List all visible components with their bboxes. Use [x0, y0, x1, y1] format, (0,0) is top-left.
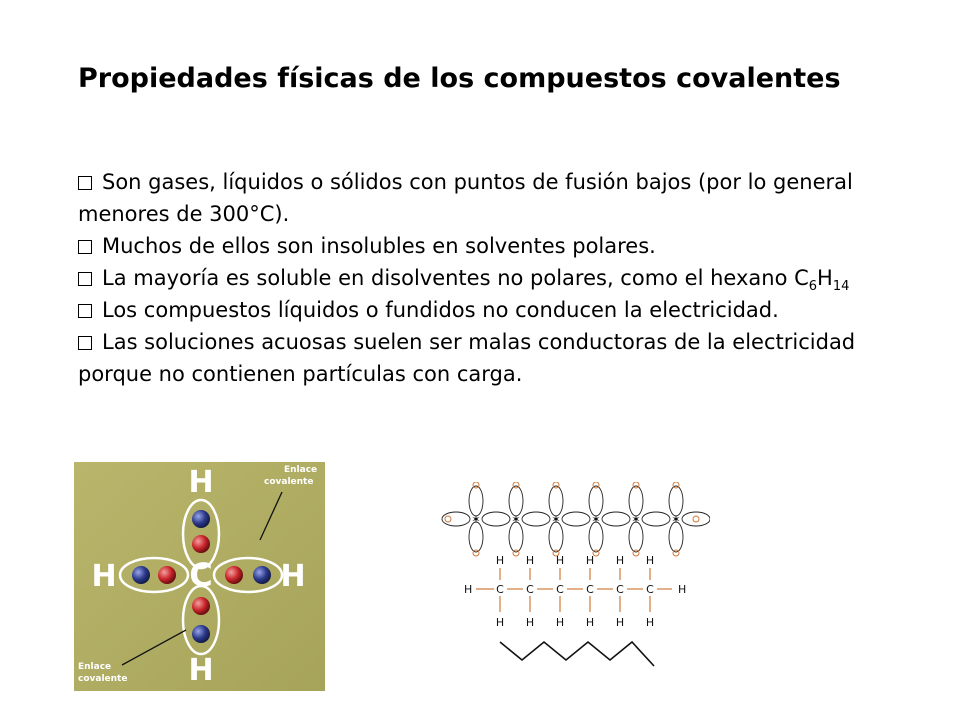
label-bottom-line1: Enlace	[78, 662, 112, 672]
carbon-nucleus: ✶	[471, 513, 481, 526]
electron-dot	[673, 482, 679, 488]
bullet-item-5	[78, 326, 908, 390]
h-atom-label: H	[525, 554, 535, 567]
electron-dot	[633, 482, 639, 488]
orbital-lobe	[602, 512, 630, 526]
atom-c-center: C	[189, 556, 213, 594]
electron-blue-bottom	[192, 625, 210, 643]
bullet-text-1: Son gases, líquidos o sólidos con puntos de fusión bajos (por lo general menores de 300°C).	[78, 170, 853, 226]
orbital-lobe	[549, 486, 563, 516]
h-atom-label: H	[525, 616, 535, 629]
orbital-lobe	[589, 486, 603, 516]
orbital-lobe	[562, 512, 590, 526]
h-atom-label: H	[495, 554, 505, 567]
label-bottom-line2: covalente	[78, 674, 128, 684]
electron-red-right	[225, 566, 243, 584]
electron-dot	[673, 550, 679, 556]
carbon-nucleus: ✶	[631, 513, 641, 526]
orbital-lobe	[642, 512, 670, 526]
atom-h-top: H	[188, 465, 214, 500]
electron-blue-right	[253, 566, 271, 584]
electron-dot	[473, 482, 479, 488]
electron-dot	[445, 516, 451, 522]
h-atom-label: H	[585, 554, 595, 567]
hexane-structural-formula	[464, 554, 686, 629]
electron-dot	[513, 482, 519, 488]
bullet-text-3: La mayoría es soluble en disolventes no polares, como el hexano C	[102, 266, 809, 290]
square-bullet-icon	[78, 272, 92, 286]
electron-red-bottom	[192, 597, 210, 615]
h-atom-label: H	[585, 616, 595, 629]
carbon-nucleus: ✶	[551, 513, 561, 526]
electron-dot	[513, 550, 519, 556]
h-atom-label: H	[464, 583, 473, 596]
square-bullet-icon	[78, 336, 92, 350]
c-atom-label: C	[556, 583, 564, 596]
hexane-skeletal-formula	[500, 642, 654, 666]
hexane-h: H	[817, 266, 833, 290]
orbital-lobe	[522, 512, 550, 526]
h-atom-label: H	[645, 616, 655, 629]
electron-dot	[633, 550, 639, 556]
orbital-lobe	[482, 512, 510, 526]
orbital-lobe	[442, 512, 470, 526]
bullet-list	[78, 166, 908, 390]
square-bullet-icon	[78, 176, 92, 190]
electron-red-left	[158, 566, 176, 584]
atom-h-left: H	[91, 559, 117, 594]
orbital-lobe	[469, 486, 483, 516]
bullet-item-2	[78, 230, 908, 262]
electron-dot	[593, 482, 599, 488]
c-atom-label: C	[496, 583, 504, 596]
bullet-item-4	[78, 294, 908, 326]
orbital-lobe	[629, 522, 643, 552]
bullet-item-1	[78, 166, 908, 230]
atom-h-bottom: H	[188, 653, 214, 688]
c-atom-label: C	[646, 583, 654, 596]
electron-blue-left	[132, 566, 150, 584]
orbital-lobe	[509, 486, 523, 516]
square-bullet-icon	[78, 304, 92, 318]
methane-bond-diagram	[74, 462, 325, 691]
electron-dot	[693, 516, 699, 522]
c-atom-label: C	[586, 583, 594, 596]
atom-h-right: H	[280, 559, 306, 594]
bullet-text-2: Muchos de ellos son insolubles en solventes polares.	[102, 234, 656, 258]
carbon-nucleus: ✶	[591, 513, 601, 526]
label-top-line1: Enlace	[284, 465, 318, 475]
orbital-lobe	[589, 522, 603, 552]
electron-dot	[553, 482, 559, 488]
subscript-6: 6	[808, 279, 818, 295]
h-atom-label: H	[645, 554, 655, 567]
h-atom-label: H	[678, 583, 687, 596]
electron-red-top	[192, 535, 210, 553]
orbital-lobe	[549, 522, 563, 552]
label-top-line2: covalente	[264, 477, 314, 487]
carbon-nucleus: ✶	[511, 513, 521, 526]
electron-dot	[473, 550, 479, 556]
orbital-lobe	[629, 486, 643, 516]
bullet-text-4: Los compuestos líquidos o fundidos no conducen la electricidad.	[102, 298, 779, 322]
electron-blue-top	[192, 510, 210, 528]
h-atom-label: H	[615, 554, 625, 567]
slide-title: Propiedades físicas de los compuestos covalentes	[78, 63, 841, 94]
orbital-lobe	[669, 486, 683, 516]
h-atom-label: H	[555, 616, 565, 629]
bullet-text-5: Las soluciones acuosas suelen ser malas conductoras de la electricidad porque no contienen partículas con carga.	[78, 330, 856, 386]
orbital-lobe	[469, 522, 483, 552]
orbital-lobe	[509, 522, 523, 552]
c-atom-label: C	[526, 583, 534, 596]
orbital-lobe	[669, 522, 683, 552]
orbital-lobe	[682, 512, 710, 526]
h-atom-label: H	[615, 616, 625, 629]
c-atom-label: C	[616, 583, 624, 596]
carbon-nucleus: ✶	[671, 513, 681, 526]
bullet-item-3	[78, 262, 908, 294]
square-bullet-icon	[78, 240, 92, 254]
h-atom-label: H	[495, 616, 505, 629]
hexane-orbital-chain	[442, 482, 710, 556]
h-atom-label: H	[555, 554, 565, 567]
hexane-structure-diagram	[440, 482, 710, 672]
subscript-14: 14	[832, 279, 850, 295]
